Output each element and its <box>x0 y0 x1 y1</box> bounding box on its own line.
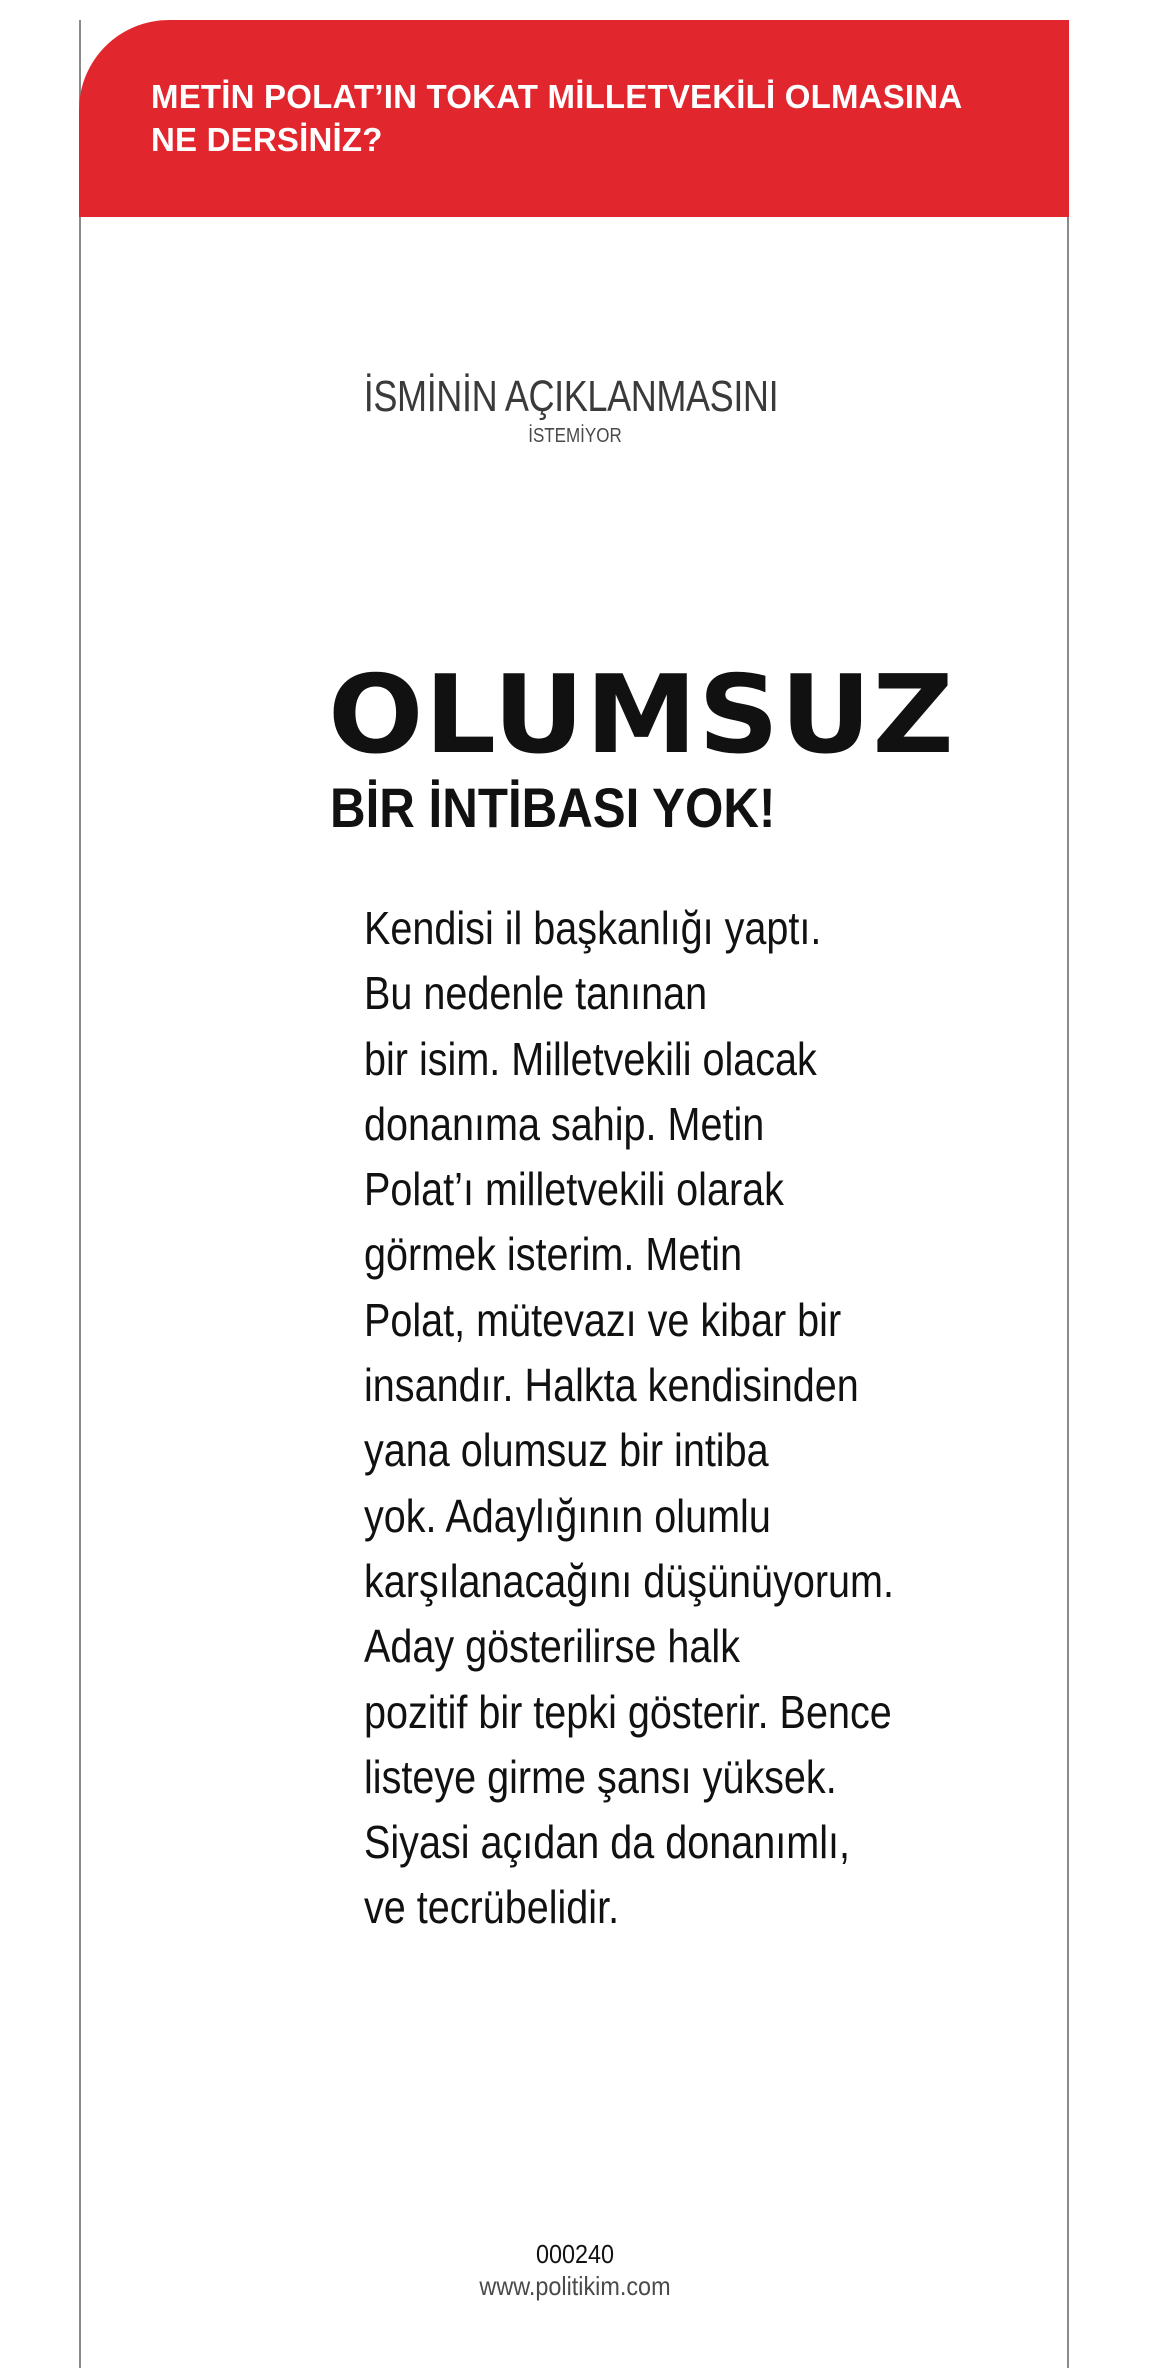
question-header <box>79 20 1069 217</box>
respondent-block <box>0 372 1150 448</box>
answer-line: pozitif bir tepki gösterir. Bence <box>364 1685 892 1738</box>
footer <box>0 2238 1150 2302</box>
answer-line: Aday gösterilirse halk <box>364 1620 740 1673</box>
answer-line: donanıma sahip. Metin <box>364 1097 765 1150</box>
answer-line: yok. Adaylığının olumlu <box>364 1489 771 1542</box>
answer-line: Polat, mütevazı ve kibar bir <box>364 1293 842 1346</box>
respondent-sublabel: İSTEMİYOR <box>528 425 622 447</box>
question-title <box>151 75 1029 161</box>
answer-line: karşılanacağını düşünüyorum. <box>364 1554 894 1607</box>
answer-line: görmek isterim. Metin <box>364 1228 743 1281</box>
answer-body <box>364 896 980 1941</box>
answer-line: Kendisi il başkanlığı yaptı. <box>364 902 822 954</box>
answer-line: bir isim. Milletvekili olacak <box>364 1032 817 1085</box>
footer-code: 000240 <box>535 2239 615 2269</box>
answer-subheadline: BİR İNTİBASI YOK! <box>330 776 776 839</box>
footer-url: www.politikim.com <box>479 2271 671 2301</box>
question-title-line-2: NE DERSİNİZ? <box>151 121 383 158</box>
answer-headline: OLUMSUZ <box>328 653 955 778</box>
respondent-label: İSMİNİN AÇIKLANMASINI <box>363 372 779 421</box>
answer-line: yana olumsuz bir intiba <box>364 1424 769 1477</box>
question-title-line-1: METİN POLAT’IN TOKAT MİLLETVEKİLİ OLMASINA <box>151 78 963 115</box>
answer-line: Bu nedenle tanınan <box>364 967 708 1020</box>
answer-line: insandır. Halkta kendisinden <box>364 1359 859 1412</box>
answer-line: ve tecrübelidir. <box>364 1881 620 1934</box>
answer-line: Siyasi açıdan da donanımlı, <box>364 1816 851 1869</box>
answer-line: Polat’ı milletvekili olarak <box>364 1163 784 1216</box>
answer-line: listeye girme şansı yüksek. <box>364 1750 837 1803</box>
